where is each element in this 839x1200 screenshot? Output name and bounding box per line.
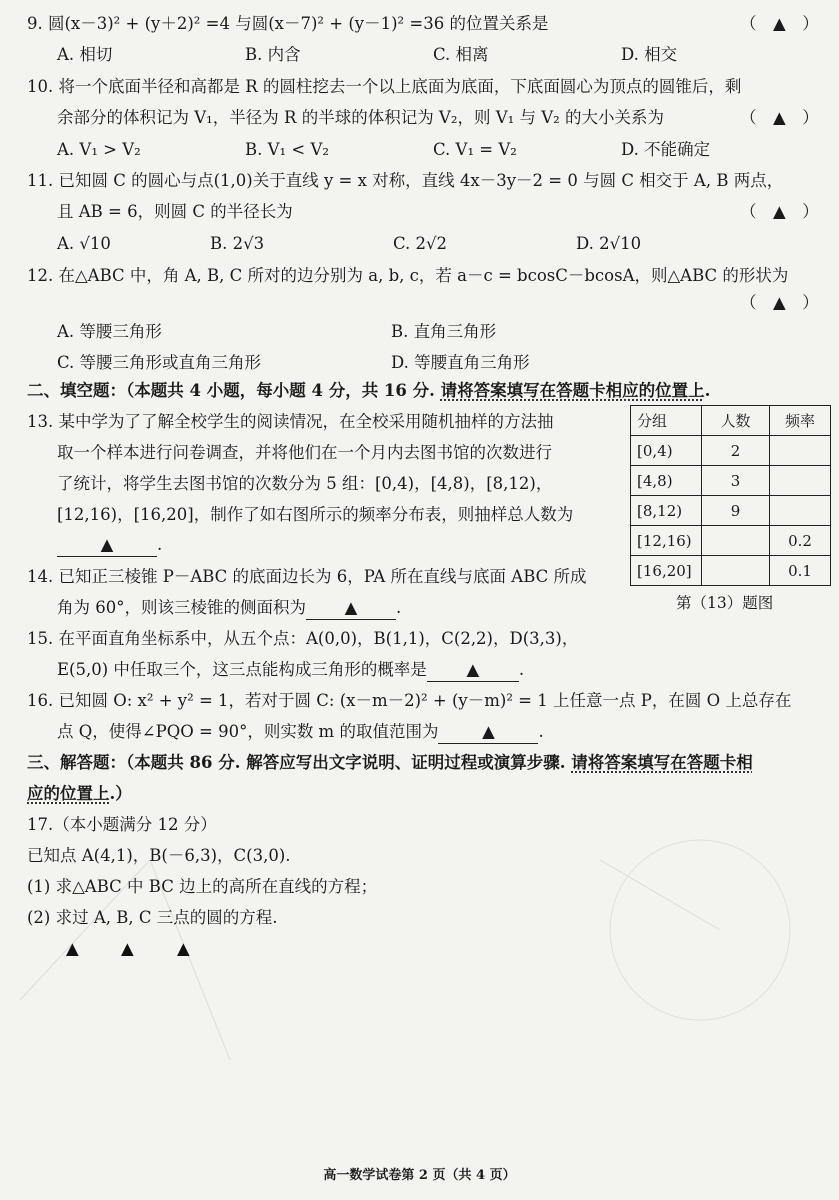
table-cell: [0,4): [631, 436, 702, 466]
q14-line1: 14. 已知正三棱锥 P－ABC 的底面边长为 6，PA 所在直线与底面 ABC 所成: [27, 567, 587, 586]
section3-heading-tail: .）: [109, 784, 132, 803]
q9-option-d: D. 相交: [621, 45, 678, 64]
q12-option-a: A. 等腰三角形: [57, 322, 162, 341]
q16-line2: 点 Q，使得∠PQO = 90°，则实数 m 的取值范围为 ▲ .: [57, 721, 544, 744]
q10-stem-line2: 余部分的体积记为 V₁，半径为 R 的半球的体积记为 V₂，则 V₁ 与 V₂ 的大小关系为: [57, 108, 665, 127]
q9-answer-mark: （ ▲ ）: [740, 14, 819, 33]
q9-option-b: B. 内含: [245, 45, 301, 64]
q17-part1: (1) 求△ABC 中 BC 边上的高所在直线的方程；: [27, 877, 378, 896]
q11-stem-line1: 11. 已知圆 C 的圆心与点(1,0)关于直线 y = x 对称，直线 4x－3y－2 = 0 与圆 C 相交于 A, B 两点，: [27, 171, 784, 190]
table-cell: [770, 496, 831, 526]
table-row: [631, 466, 831, 496]
q11-option-b: B. 2√3: [210, 234, 265, 253]
section3-heading-emphasis-cont: 应的位置上: [27, 784, 110, 803]
section2-heading: [27, 380, 710, 402]
q17-answer-mark-1: ▲: [66, 939, 79, 958]
q9-stem: 9. 圆(x－3)² + (y＋2)² =4 与圆(x－7)² + (y－1)² =36 的位置关系是: [27, 14, 549, 33]
q16-blank: ▲: [438, 721, 538, 744]
q15-line1: 15. 在平面直角坐标系中，从五个点：A(0,0)，B(1,1)，C(2,2)，D(3,3)，: [27, 629, 579, 648]
q11-option-c: C. 2√2: [393, 234, 448, 253]
q13-line2: 取一个样本进行问卷调查，并将他们在一个月内去图书馆的次数进行: [57, 443, 552, 462]
q10-option-c: C. V₁ = V₂: [433, 140, 517, 159]
table-cell: [702, 556, 770, 586]
q12-stem: 12. 在△ABC 中，角 A, B, C 所对的边分别为 a, b, c，若 a－c = bcosC－bcosA，则△ABC 的形状为: [27, 266, 789, 285]
q15-line2-text: E(5,0) 中任取三个，这三点能构成三角形的概率是: [57, 660, 427, 679]
q17-given: 已知点 A(4,1)，B(－6,3)，C(3,0).: [27, 846, 291, 865]
table-cell: 9: [702, 496, 770, 526]
section3-heading-line2: [27, 783, 132, 805]
q13-line4: [12,16)，[16,20]，制作了如右图所示的频率分布表，则抽样总人数为: [57, 505, 574, 524]
q15-line2: E(5,0) 中任取三个，这三点能构成三角形的概率是 ▲ .: [57, 659, 524, 682]
table-caption: 第（13）题图: [676, 594, 774, 612]
section2-heading-emphasis: 请将答案填写在答题卡相应的位置上: [440, 381, 705, 400]
table-header-frequency: 频率: [770, 406, 831, 436]
table-row: [631, 526, 831, 556]
q12-option-b: B. 直角三角形: [391, 322, 497, 341]
q15-blank: ▲: [427, 659, 519, 682]
q14-line2: 角为 60°，则该三棱锥的侧面积为 ▲ .: [57, 597, 401, 620]
q10-option-b: B. V₁ < V₂: [245, 140, 329, 159]
q11-answer-mark: （ ▲ ）: [740, 202, 819, 221]
table-header-row: [631, 406, 831, 436]
table-cell: 0.1: [770, 556, 831, 586]
q13-answer-line: ▲ .: [57, 534, 162, 557]
table-cell: [702, 526, 770, 556]
q10-stem-line1: 10. 将一个底面半径和高都是 R 的圆柱挖去一个以上底面为底面，下底面圆心为顶点的圆锥后，剩: [27, 77, 742, 96]
q9-option-a: A. 相切: [57, 45, 113, 64]
q10-option-d: D. 不能确定: [621, 140, 711, 159]
q12-answer-mark: （ ▲ ）: [740, 293, 819, 312]
table-row: [631, 436, 831, 466]
section2-heading-lead: 二、填空题：（本题共 4 小题，每小题 4 分，共 16 分.: [27, 381, 441, 400]
table-cell: [770, 466, 831, 496]
q14-blank: ▲: [306, 597, 396, 620]
section2-heading-tail: .: [704, 381, 711, 400]
q17-part2: (2) 求过 A, B, C 三点的圆的方程.: [27, 908, 278, 927]
q12-option-d: D. 等腰直角三角形: [391, 353, 530, 372]
q17-title: 17.（本小题满分 12 分）: [27, 815, 217, 834]
q12-option-c: C. 等腰三角形或直角三角形: [57, 353, 262, 372]
q11-option-a: A. √10: [57, 234, 111, 253]
table-header-group: 分组: [631, 406, 702, 436]
section3-heading-line1: [27, 752, 753, 774]
table-row: [631, 496, 831, 526]
table-header-count: 人数: [702, 406, 770, 436]
q9-option-c: C. 相离: [433, 45, 489, 64]
table-row: [631, 556, 831, 586]
q10-option-a: A. V₁ > V₂: [57, 140, 141, 159]
table-cell: [8,12): [631, 496, 702, 526]
frequency-table: [630, 405, 831, 586]
q13-line1: 13. 某中学为了了解全校学生的阅读情况，在全校采用随机抽样的方法抽: [27, 412, 554, 431]
q13-blank: ▲: [57, 534, 157, 557]
q13-line3: 了统计，将学生去图书馆的次数分为 5 组：[0,4)，[4,8)，[8,12)，: [57, 474, 553, 493]
table-cell: [16,20]: [631, 556, 702, 586]
table-cell: [12,16): [631, 526, 702, 556]
q16-line2-text: 点 Q，使得∠PQO = 90°，则实数 m 的取值范围为: [57, 722, 439, 741]
table-cell: 0.2: [770, 526, 831, 556]
q17-answer-mark-3: ▲: [177, 939, 190, 958]
table-cell: 3: [702, 466, 770, 496]
page-footer: 高一数学试卷第 2 页（共 4 页）: [323, 1168, 516, 1183]
table-cell: [770, 436, 831, 466]
q10-answer-mark: （ ▲ ）: [740, 108, 819, 127]
table-cell: 2: [702, 436, 770, 466]
q14-line2-text: 角为 60°，则该三棱锥的侧面积为: [57, 598, 306, 617]
section3-heading-lead: 三、解答题：（本题共 86 分. 解答应写出文字说明、证明过程或演算步骤.: [27, 753, 572, 772]
q11-option-d: D. 2√10: [576, 234, 642, 253]
q16-line1: 16. 已知圆 O: x² + y² = 1，若对于圆 C: (x－m－2)² + (y－m)² = 1 上任意一点 P，在圆 O 上总存在: [27, 691, 792, 710]
q11-stem-line2: 且 AB = 6，则圆 C 的半径长为: [57, 202, 293, 221]
section3-heading-emphasis: 请将答案填写在答题卡相: [571, 753, 753, 772]
table-cell: [4,8): [631, 466, 702, 496]
q17-answer-mark-2: ▲: [121, 939, 134, 958]
